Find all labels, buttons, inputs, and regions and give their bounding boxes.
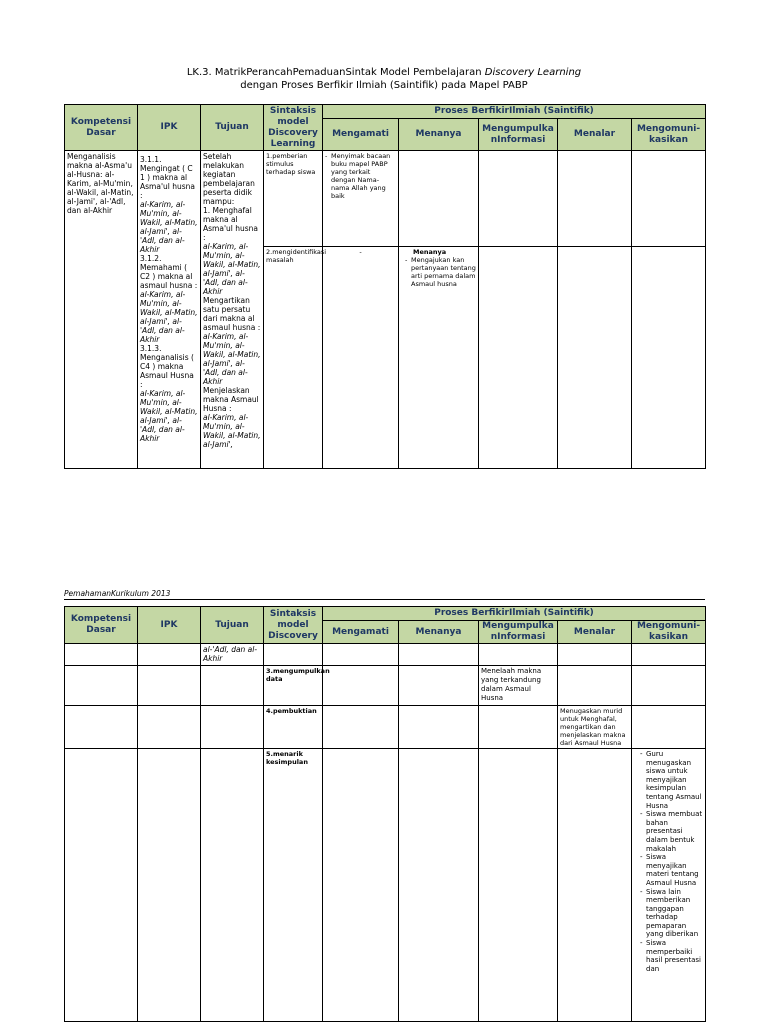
kd-text: Menganalisis makna al-Asma'u al-Husna: al-Karim, al-Mu'min, al-Wakil, al-Matin, al-Jami', al-'Adl, dan al-Akhir — [67, 152, 134, 215]
header-menanya: Menanya — [399, 119, 479, 151]
tujuan-2-names: al-Karim, al-Mu'min, al-Wakil, al-Matin, al-Jami', al-'Adl, dan al-Akhir — [203, 332, 261, 386]
tujuan-3: Menjelaskan makna Asmaul Husna : — [203, 386, 259, 413]
document-title — [0, 66, 768, 92]
row4-sintaks: 4.pembuktian — [264, 706, 323, 749]
header-sintaksis: Sintaksis model Discovery Learning — [264, 105, 323, 151]
header-tujuan-2: Tujuan — [201, 607, 264, 644]
tujuan-cell — [201, 151, 264, 469]
row3-sintaks: 3.mengumpulkan data — [264, 666, 323, 706]
row5-sintaks: 5.menarik kesimpulan — [264, 749, 323, 1022]
row5-mengomunikasikan — [632, 749, 706, 1022]
row1-mengamati-item: - Menyimak bacaan buku mapel PABP yang terkait dengan Nama-nama Allah yang baik — [325, 152, 396, 200]
row2-menanya — [399, 247, 479, 469]
ipk-3-names: al-Karim, al-Mu'min, al-Wakil, al-Matin, al-Jami', al-'Adl, dan al-Akhir — [140, 389, 198, 443]
tujuan-1-names: al-Karim, al-Mu'min, al-Wakil, al-Matin, al-Jami', al-'Adl, dan al-Akhir — [203, 242, 261, 296]
komunikasi-item-5: - Siswa memperbaiki hasil presentasi dan — [640, 939, 703, 973]
header-ipk-2: IPK — [138, 607, 201, 644]
header-proses: Proses BerfikirIlmiah (Saintifik) — [323, 105, 706, 119]
tujuan-1: 1. Menghafal makna al Asma'ul husna : — [203, 206, 258, 242]
row1-sintaks: 1.pemberian stimulus terhadap siswa — [264, 151, 323, 247]
header-mengamati-2: Mengamati — [323, 621, 399, 644]
header-kd: Kompetensi Dasar — [65, 105, 138, 151]
ipk-cell — [138, 151, 201, 469]
title-italic: Discovery Learning — [484, 67, 582, 78]
ipk-1: 3.1.1. Mengingat ( C 1 ) makna al Asma'ul husna : — [140, 155, 195, 200]
header-sintaksis-2: Sintaksis model Discovery — [264, 607, 323, 644]
header-mengomunikasikan-2: Mengomuni-kasikan — [632, 621, 706, 644]
header-menanya-2: Menanya — [399, 621, 479, 644]
row4-menalar: Menugaskan murid untuk Menghafal, mengartikan dan menjelaskan makna dari Asmaul Husna — [558, 706, 632, 749]
komunikasi-item-4: - Siswa lain memberikan tanggapan terhadap pemaparan yang diberikan — [640, 888, 703, 940]
row2-mengamati: - — [323, 247, 399, 469]
kd-cell — [65, 151, 138, 469]
header-mengumpulkan-2: Mengumpulka nInformasi — [479, 621, 558, 644]
tujuan-2: Mengartikan satu persatu dari makna al asmaul husna : — [203, 296, 261, 332]
ipk-1-names: al-Karim, al-Mu'min, al-Wakil, al-Matin, al-Jami', al-'Adl, dan al-Akhir — [140, 200, 198, 254]
matrix-table-2 — [64, 606, 706, 1022]
komunikasi-item-2: - Siswa membuat bahan presentasi dalam bentuk makalah — [640, 810, 703, 853]
tujuan-3-names: al-Karim, al-Mu'min, al-Wakil, al-Matin, al-Jami', — [203, 413, 261, 449]
row2-sintaks: 2.mengidentifikasi masalah — [264, 247, 323, 469]
title-line-1: LK.3. MatrikPerancahPemaduanSintak Model Pembelajaran — [186, 67, 485, 78]
header-ipk: IPK — [138, 105, 201, 151]
matrix-table-1 — [64, 104, 706, 469]
header-menalar-2: Menalar — [558, 621, 632, 644]
header-proses-2: Proses BerfikirIlmiah (Saintifik) — [323, 607, 706, 621]
tujuan-cont: al-'Adl, dan al-Akhir — [201, 644, 264, 666]
komunikasi-item-3: - Siswa menyajikan materi tentang Asmaul Husna — [640, 853, 703, 887]
ipk-2: 3.1.2. Memahami ( C2 ) makna al asmaul husna : — [140, 254, 198, 290]
title-line-2: dengan Proses Berfikir Ilmiah (Saintifik) pada Mapel PABP — [240, 80, 528, 91]
tujuan-intro: Setelah melakukan kegiatan pembelajaran peserta didik mampu: — [203, 152, 255, 206]
footer-text: PemahamanKurikulum 2013 — [64, 589, 705, 600]
header-menalar: Menalar — [558, 119, 632, 151]
ipk-2-names: al-Karim, al-Mu'min, al-Wakil, al-Matin, al-Jami', al-'Adl, dan al-Akhir — [140, 290, 198, 344]
row2-menanya-title: Menanya — [413, 248, 447, 256]
header-mengamati: Mengamati — [323, 119, 399, 151]
header-kd-2: Kompetensi Dasar — [65, 607, 138, 644]
ipk-3: 3.1.3. Menganalisis ( C4 ) makna Asmaul Husna : — [140, 344, 194, 389]
komunikasi-item-1: - Guru menugaskan siswa untuk menyajikan kesimpulan tentang Asmaul Husna — [640, 750, 703, 810]
header-mengomunikasikan: Mengomuni-kasikan — [632, 119, 706, 151]
header-mengumpulkan: Mengumpulka nInformasi — [479, 119, 558, 151]
row3-mengumpulkan: Menelaah makna yang terkandung dalam Asmaul Husna — [479, 666, 558, 706]
row1-mengamati — [323, 151, 399, 247]
header-tujuan: Tujuan — [201, 105, 264, 151]
row2-menanya-item: - Mengajukan kan pertanyaan tentang arti pernama dalam Asmaul husna — [405, 256, 476, 288]
